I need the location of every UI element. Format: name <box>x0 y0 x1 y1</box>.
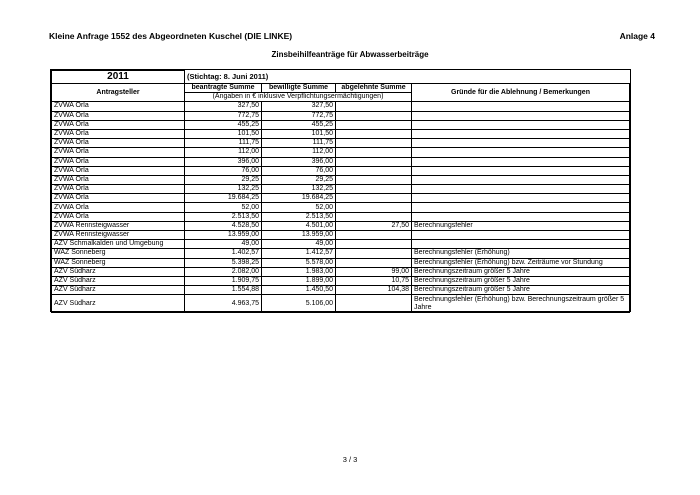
table-row <box>52 231 630 240</box>
applicant-cell: ZVWA Orla <box>52 111 185 120</box>
rejected-amount-cell: 27,50 <box>336 221 412 230</box>
applicant-cell: ZVWA Orla <box>52 175 185 184</box>
requested-amount-cell: 1.402,57 <box>185 249 262 258</box>
remarks-cell: Berechnungsfehler (Erhöhung) bzw. Berechnungszeitraum größer 5 Jahre <box>412 295 630 313</box>
requested-amount-cell: 5.398,25 <box>185 258 262 267</box>
header-antragsteller: Antragsteller <box>52 84 185 102</box>
remarks-cell: Berechnungszeitraum größer 5 Jahre <box>412 267 630 276</box>
remarks-cell: Berechnungsfehler <box>412 221 630 230</box>
remarks-cell <box>412 157 630 166</box>
table-row <box>52 139 630 148</box>
applicant-cell: ZVWA Orla <box>52 139 185 148</box>
document-title: Kleine Anfrage 1552 des Abgeordneten Kuschel (DIE LINKE) <box>49 31 293 41</box>
rejected-amount-cell <box>336 111 412 120</box>
header-beantragt: beantragte Summe <box>185 84 262 93</box>
applicant-cell: WAZ Sonneberg <box>52 249 185 258</box>
rejected-amount-cell <box>336 249 412 258</box>
stichtag-cell: (Stichtag: 8. Juni 2011) <box>185 71 630 84</box>
requested-amount-cell: 4.963,75 <box>185 295 262 313</box>
requested-amount-cell: 76,00 <box>185 166 262 175</box>
applicant-cell: ZVWA Orla <box>52 157 185 166</box>
table-row <box>52 102 630 111</box>
remarks-cell: Berechnungszeitraum größer 5 Jahre <box>412 286 630 295</box>
applicant-cell: ZVWA Orla <box>52 120 185 129</box>
table-row <box>52 185 630 194</box>
approved-amount-cell: 52,00 <box>262 203 336 212</box>
remarks-cell <box>412 166 630 175</box>
approved-amount-cell: 111,75 <box>262 139 336 148</box>
remarks-cell <box>412 194 630 203</box>
approved-amount-cell: 19.684,25 <box>262 194 336 203</box>
header-gruende: Gründe für die Ablehnung / Bemerkungen <box>412 84 630 102</box>
table-row <box>52 286 630 295</box>
applicant-cell: ZVWA Orla <box>52 148 185 157</box>
applicant-cell: ZVWA Rennsteigwasser <box>52 231 185 240</box>
rejected-amount-cell <box>336 166 412 175</box>
applicant-cell: ZVWA Orla <box>52 194 185 203</box>
rejected-amount-cell <box>336 185 412 194</box>
requested-amount-cell: 112,00 <box>185 148 262 157</box>
approved-amount-cell: 396,00 <box>262 157 336 166</box>
rejected-amount-cell <box>336 102 412 111</box>
remarks-cell <box>412 231 630 240</box>
requested-amount-cell: 396,00 <box>185 157 262 166</box>
approved-amount-cell: 49,00 <box>262 240 336 249</box>
remarks-cell <box>412 120 630 129</box>
remarks-cell: Berechnungsfehler (Erhöhung) <box>412 249 630 258</box>
attachment-label: Anlage 4 <box>619 31 655 41</box>
table-row <box>52 166 630 175</box>
approved-amount-cell: 5.106,00 <box>262 295 336 313</box>
table-title: Zinsbeihilfeanträge für Abwasserbeiträge <box>271 50 429 59</box>
rejected-amount-cell <box>336 231 412 240</box>
table-row <box>52 148 630 157</box>
requested-amount-cell: 111,75 <box>185 139 262 148</box>
approved-amount-cell: 455,25 <box>262 120 336 129</box>
table-row <box>52 194 630 203</box>
remarks-cell <box>412 212 630 221</box>
remarks-cell <box>412 185 630 194</box>
approved-amount-cell: 1.899,00 <box>262 276 336 285</box>
rejected-amount-cell <box>336 194 412 203</box>
applicant-cell: ZVWA Orla <box>52 166 185 175</box>
table-row <box>52 249 630 258</box>
table-row <box>52 240 630 249</box>
rejected-amount-cell <box>336 148 412 157</box>
rejected-amount-cell <box>336 157 412 166</box>
requested-amount-cell: 2.082,00 <box>185 267 262 276</box>
approved-amount-cell: 132,25 <box>262 185 336 194</box>
requested-amount-cell: 132,25 <box>185 185 262 194</box>
remarks-cell: Berechnungsfehler (Erhöhung) bzw. Zeiträume vor Stundung <box>412 258 630 267</box>
applicant-cell: ZVWA Orla <box>52 185 185 194</box>
table-row <box>52 276 630 285</box>
table-row <box>52 258 630 267</box>
applicant-cell: AZV Südharz <box>52 295 185 313</box>
remarks-cell <box>412 203 630 212</box>
approved-amount-cell: 327,50 <box>262 102 336 111</box>
data-table <box>51 70 630 313</box>
approved-amount-cell: 4.501,00 <box>262 221 336 230</box>
table-row <box>52 221 630 230</box>
table-row <box>52 157 630 166</box>
year-row <box>52 71 630 84</box>
requested-amount-cell: 455,25 <box>185 120 262 129</box>
table-row <box>52 175 630 184</box>
applicant-cell: ZVWA Orla <box>52 203 185 212</box>
requested-amount-cell: 49,00 <box>185 240 262 249</box>
rejected-amount-cell <box>336 175 412 184</box>
applicant-cell: ZVWA Rennsteigwasser <box>52 221 185 230</box>
remarks-cell <box>412 148 630 157</box>
requested-amount-cell: 13.959,00 <box>185 231 262 240</box>
rejected-amount-cell: 104,38 <box>336 286 412 295</box>
applicant-cell: AZV Südharz <box>52 267 185 276</box>
rejected-amount-cell <box>336 120 412 129</box>
header-abgelehnt: abgelehnte Summe <box>336 84 412 93</box>
approved-amount-cell: 2.513,50 <box>262 212 336 221</box>
rejected-amount-cell <box>336 212 412 221</box>
table-row <box>52 129 630 138</box>
remarks-cell <box>412 139 630 148</box>
approved-amount-cell: 1.412,57 <box>262 249 336 258</box>
rejected-amount-cell <box>336 295 412 313</box>
table-row <box>52 212 630 221</box>
approved-amount-cell: 29,25 <box>262 175 336 184</box>
applicant-cell: AZV Südharz <box>52 286 185 295</box>
remarks-cell <box>412 175 630 184</box>
approved-amount-cell: 13.959,00 <box>262 231 336 240</box>
requested-amount-cell: 52,00 <box>185 203 262 212</box>
table-row <box>52 267 630 276</box>
remarks-cell <box>412 240 630 249</box>
remarks-cell <box>412 129 630 138</box>
year-cell: 2011 <box>52 71 185 84</box>
requested-amount-cell: 772,75 <box>185 111 262 120</box>
applicant-cell: AZV Südharz <box>52 276 185 285</box>
applicant-cell: ZVWA Orla <box>52 102 185 111</box>
table-row <box>52 203 630 212</box>
approved-amount-cell: 5.578,00 <box>262 258 336 267</box>
requested-amount-cell: 327,50 <box>185 102 262 111</box>
table-row <box>52 120 630 129</box>
requested-amount-cell: 1.554,88 <box>185 286 262 295</box>
approved-amount-cell: 101,50 <box>262 129 336 138</box>
applicant-cell: ZVWA Orla <box>52 212 185 221</box>
approved-amount-cell: 1.450,50 <box>262 286 336 295</box>
approved-amount-cell: 1.983,00 <box>262 267 336 276</box>
rejected-amount-cell <box>336 129 412 138</box>
applicant-cell: AZV Schmalkalden und Umgebung <box>52 240 185 249</box>
rejected-amount-cell <box>336 240 412 249</box>
approved-amount-cell: 76,00 <box>262 166 336 175</box>
page-number: 3 / 3 <box>342 455 358 464</box>
approved-amount-cell: 772,75 <box>262 111 336 120</box>
requested-amount-cell: 29,25 <box>185 175 262 184</box>
requested-amount-cell: 4.528,50 <box>185 221 262 230</box>
remarks-cell: Berechnungszeitraum größer 5 Jahre <box>412 276 630 285</box>
rejected-amount-cell <box>336 203 412 212</box>
requested-amount-cell: 19.684,25 <box>185 194 262 203</box>
approved-amount-cell: 112,00 <box>262 148 336 157</box>
table-row <box>52 295 630 313</box>
rejected-amount-cell: 10,75 <box>336 276 412 285</box>
applicant-cell: WAZ Sonneberg <box>52 258 185 267</box>
requested-amount-cell: 101,50 <box>185 129 262 138</box>
header-bewilligt: bewilligte Summe <box>262 84 336 93</box>
units-note: (Angaben in € inklusive Verpflichtungsermächtigungen) <box>185 93 412 102</box>
requested-amount-cell: 1.909,75 <box>185 276 262 285</box>
table-row <box>52 111 630 120</box>
column-header-row <box>52 84 630 93</box>
applicant-cell: ZVWA Orla <box>52 129 185 138</box>
rejected-amount-cell <box>336 139 412 148</box>
requested-amount-cell: 2.513,50 <box>185 212 262 221</box>
remarks-cell <box>412 111 630 120</box>
remarks-cell <box>412 102 630 111</box>
rejected-amount-cell <box>336 258 412 267</box>
rejected-amount-cell: 99,00 <box>336 267 412 276</box>
